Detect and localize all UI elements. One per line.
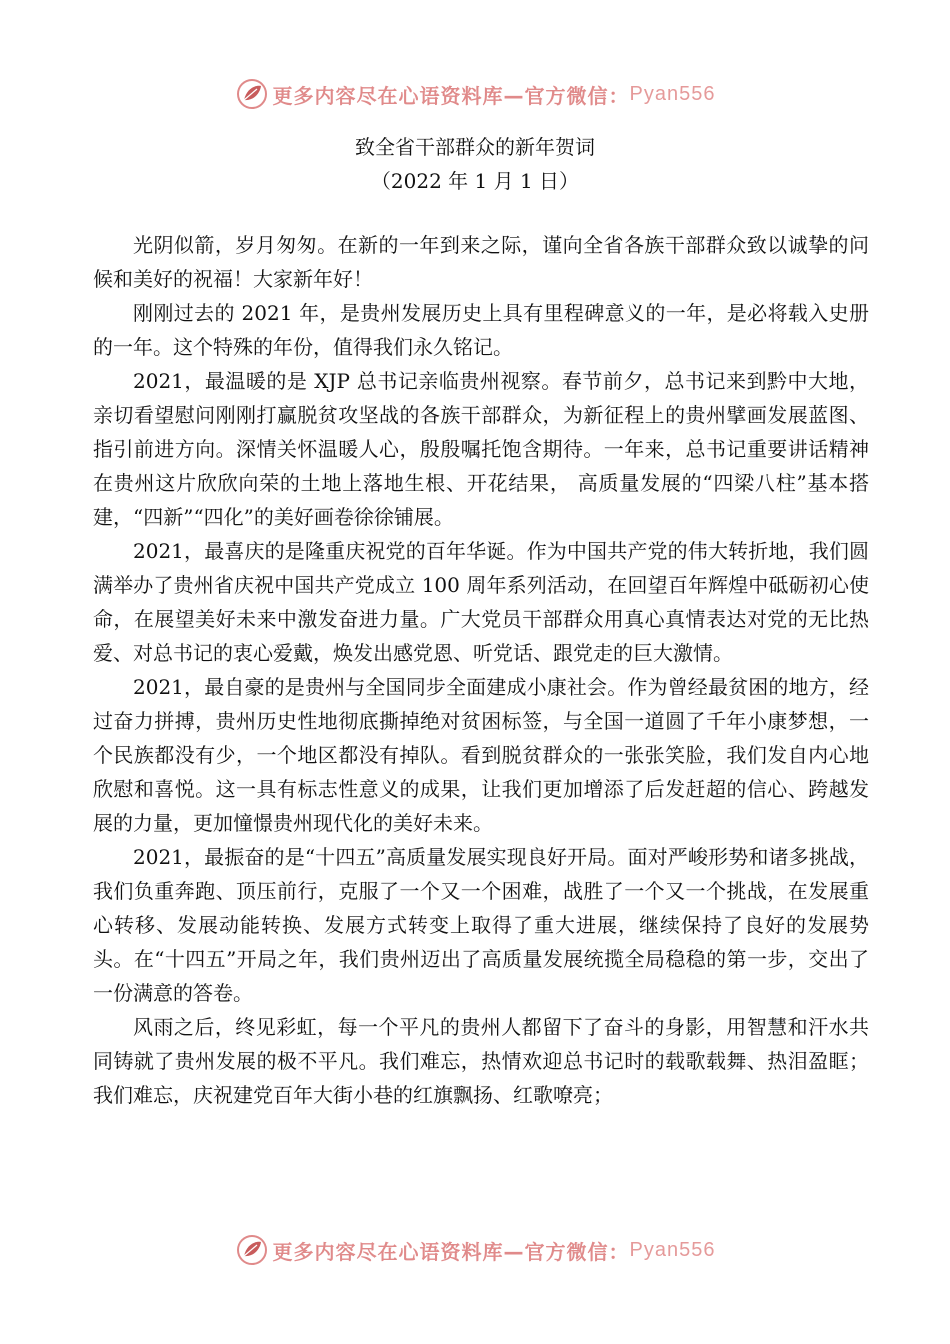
watermark-banner-bottom — [0, 1230, 950, 1270]
paragraph: 2021，最温暖的是 XJP 总书记亲临贵州视察。春节前夕，总书记来到黔中大地，亲切看望慰问刚刚打赢脱贫攻坚战的各族干部群众，为新征程上的贵州擘画发展蓝图、指引前进方向。深情关怀温暖人心，殷殷嘱托饱含期待。一年来，总书记重要讲话精神在贵州这片欣欣向荣的土地上落地生根、开花结果， 高质量发展的“四梁八柱”基本搭建，“四新”“四化”的美好画卷徐徐铺展。 — [93, 369, 869, 529]
leaf-logo-icon — [235, 77, 269, 111]
document-body — [93, 228, 869, 1112]
watermark-text: 更多内容尽在心语资料库—官方微信： — [272, 83, 630, 108]
document-title: 致全省干部群众的新年贺词 — [355, 135, 595, 159]
paragraph: 刚刚过去的 2021 年，是贵州发展历史上具有里程碑意义的一年，是必将载入史册的一年。这个特殊的年份，值得我们永久铭记。 — [93, 301, 869, 359]
document-date: （2022 年 1 月 1 日） — [370, 169, 580, 193]
leaf-logo-icon — [235, 1233, 269, 1267]
paragraph: 2021，最自豪的是贵州与全国同步全面建成小康社会。作为曾经最贫困的地方，经过奋力拼搏，贵州历史性地彻底撕掉绝对贫困标签，与全国一道圆了千年小康梦想，一个民族都没有少，一个地区都没有掉队。看到脱贫群众的一张张笑脸，我们发自内心地欣慰和喜悦。这一具有标志性意义的成果，让我们更加增添了后发赶超的信心、跨越发展的力量，更加憧憬贵州现代化的美好未来。 — [93, 675, 869, 835]
watermark-wechat-id: Pyan556 — [629, 82, 716, 105]
watermark-banner-top — [0, 74, 950, 114]
paragraph: 光阴似箭，岁月匆匆。在新的一年到来之际，谨向全省各族干部群众致以诚挚的问候和美好的祝福！大家新年好！ — [93, 233, 869, 291]
watermark-wechat-id: Pyan556 — [629, 1238, 716, 1261]
paragraph: 风雨之后，终见彩虹，每一个平凡的贵州人都留下了奋斗的身影，用智慧和汗水共同铸就了贵州发展的极不平凡。我们难忘，热情欢迎总书记时的载歌载舞、热泪盈眶；我们难忘，庆祝建党百年大街小巷的红旗飘扬、红歌嘹亮； — [93, 1015, 869, 1107]
paragraph: 2021，最振奋的是“十四五”高质量发展实现良好开局。面对严峻形势和诸多挑战，我们负重奔跑、顶压前行，克服了一个又一个困难，战胜了一个又一个挑战，在发展重心转移、发展动能转换、发展方式转变上取得了重大进展，继续保持了良好的发展势头。在“十四五”开局之年，我们贵州迈出了高质量发展统揽全局稳稳的第一步，交出了一份满意的答卷。 — [93, 845, 869, 1005]
watermark-text: 更多内容尽在心语资料库—官方微信： — [272, 1239, 630, 1264]
paragraph: 2021，最喜庆的是隆重庆祝党的百年华诞。作为中国共产党的伟大转折地，我们圆满举办了贵州省庆祝中国共产党成立 100 周年系列活动，在回望百年辉煌中砥砺初心使命，在展望美好未来中激发奋进力量。广大党员干部群众用真心真情表达对党的无比热爱、对总书记的衷心爱戴，焕发出感党恩、听党话、跟党走的巨大激情。 — [93, 539, 869, 665]
